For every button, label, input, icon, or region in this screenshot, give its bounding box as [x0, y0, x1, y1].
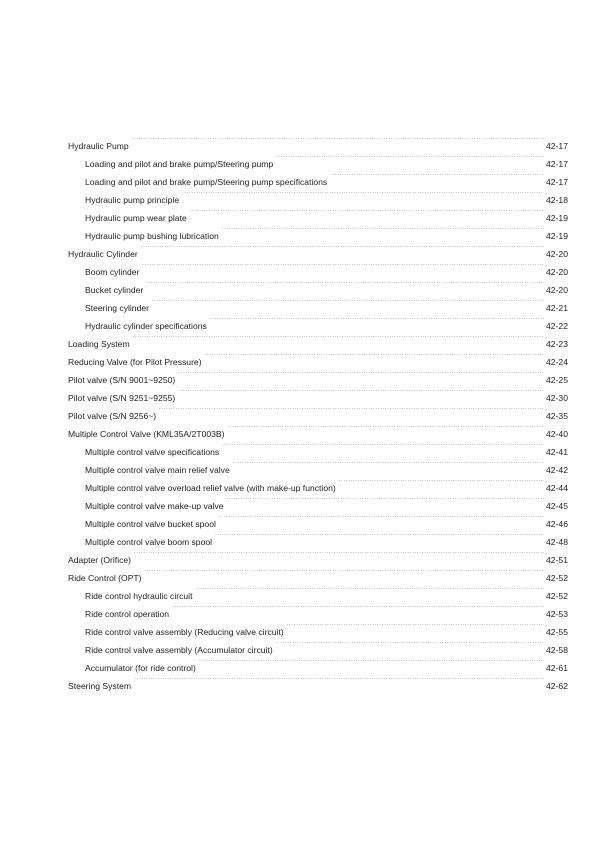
- toc-entry-page-number: 42-17: [546, 159, 568, 169]
- dot-leader: [215, 533, 544, 543]
- dot-leader: [219, 515, 544, 525]
- toc-entry-title: Pilot valve (S/N 9001~9250): [68, 375, 176, 385]
- toc-subentry[interactable]: [68, 227, 568, 245]
- toc-entry-title: Accumulator (for ride control): [85, 663, 196, 673]
- dot-leader: [134, 551, 544, 561]
- toc-entry-page-number: 42-20: [546, 267, 568, 277]
- toc-entry-page-number: 42-20: [546, 285, 568, 295]
- dot-leader: [233, 461, 544, 471]
- toc-entry-title: Hydraulic cylinder specifications: [85, 321, 207, 331]
- toc-entry-page-number: 42-17: [546, 177, 568, 187]
- toc-entry-page-number: 42-21: [546, 303, 568, 313]
- toc-subentry[interactable]: [68, 173, 568, 191]
- toc-entry-title: Steering System: [68, 681, 132, 691]
- toc-subentry[interactable]: [68, 443, 568, 461]
- dot-leader: [133, 335, 544, 345]
- toc-entry-title: Reducing Valve (for Pilot Pressure): [68, 357, 202, 367]
- toc-entry-title: Hydraulic Pump: [68, 141, 129, 151]
- toc-entry-title: Hydraulic Cylinder: [68, 249, 138, 259]
- dot-leader: [287, 623, 544, 633]
- toc-subentry[interactable]: [68, 281, 568, 299]
- toc-entry-title: Multiple control valve overload relief valve (with make-up function): [85, 483, 336, 493]
- toc-entry-title: Multiple control valve make-up valve: [85, 501, 224, 511]
- toc-entry-title: Multiple control valve bucket spool: [85, 519, 216, 529]
- toc-entry[interactable]: [68, 425, 568, 443]
- table-of-contents: [68, 137, 568, 695]
- dot-leader: [134, 677, 544, 687]
- toc-subentry[interactable]: [68, 515, 568, 533]
- toc-entry[interactable]: [68, 245, 568, 263]
- dot-leader: [199, 659, 544, 669]
- toc-entry-page-number: 42-48: [546, 537, 568, 547]
- toc-entry-page-number: 42-52: [546, 573, 568, 583]
- dot-leader: [227, 497, 545, 507]
- dot-leader: [159, 407, 544, 417]
- toc-entry-title: Boom cylinder: [85, 267, 140, 277]
- toc-subentry[interactable]: [68, 191, 568, 209]
- toc-entry-title: Multiple Control Valve (KML35A/2T003B): [68, 429, 225, 439]
- toc-subentry[interactable]: [68, 605, 568, 623]
- toc-entry-title: Hydraulic pump bushing lubrication: [85, 231, 219, 241]
- toc-entry-page-number: 42-45: [546, 501, 568, 511]
- toc-entry-page-number: 42-20: [546, 249, 568, 259]
- toc-entry[interactable]: [68, 551, 568, 569]
- toc-entry-page-number: 42-19: [546, 213, 568, 223]
- toc-entry-title: Ride control valve assembly (Reducing valve circuit): [85, 627, 284, 637]
- toc-subentry[interactable]: [68, 263, 568, 281]
- toc-entry[interactable]: [68, 335, 568, 353]
- dot-leader: [222, 443, 544, 453]
- toc-entry-page-number: 42-46: [546, 519, 568, 529]
- dot-leader: [172, 605, 544, 615]
- dot-leader: [142, 263, 544, 273]
- dot-leader: [145, 569, 544, 579]
- toc-entry-page-number: 42-51: [546, 555, 568, 565]
- toc-entry-page-number: 42-24: [546, 357, 568, 367]
- dot-leader: [222, 227, 544, 237]
- toc-subentry[interactable]: [68, 497, 568, 515]
- toc-entry-title: Loading and pilot and brake pump/Steering pump specifications: [85, 177, 328, 187]
- toc-subentry[interactable]: [68, 155, 568, 173]
- dot-leader: [178, 371, 544, 381]
- toc-entry-title: Ride control hydraulic circuit: [85, 591, 193, 601]
- dot-leader: [210, 317, 544, 327]
- toc-entry-title: Pilot valve (S/N 9256~): [68, 411, 157, 421]
- toc-entry-page-number: 42-52: [546, 591, 568, 601]
- toc-entry[interactable]: [68, 677, 568, 695]
- dot-leader: [195, 587, 544, 597]
- dot-leader: [339, 479, 544, 489]
- toc-entry-title: Ride control operation: [85, 609, 170, 619]
- toc-entry-page-number: 42-42: [546, 465, 568, 475]
- dot-leader: [276, 641, 544, 651]
- toc-entry[interactable]: [68, 137, 568, 155]
- toc-entry-title: Bucket cylinder: [85, 285, 144, 295]
- dot-leader: [182, 191, 544, 201]
- toc-subentry[interactable]: [68, 587, 568, 605]
- dot-leader: [205, 353, 544, 363]
- dot-leader: [190, 209, 544, 219]
- toc-entry-page-number: 42-19: [546, 231, 568, 241]
- dot-leader: [132, 137, 544, 147]
- toc-entry[interactable]: [68, 407, 568, 425]
- dot-leader: [330, 173, 544, 183]
- toc-entry-page-number: 42-25: [546, 375, 568, 385]
- toc-entry-title: Hydraulic pump principle: [85, 195, 180, 205]
- toc-entry-title: Multiple control valve specifications: [85, 447, 220, 457]
- toc-entry[interactable]: [68, 353, 568, 371]
- toc-subentry[interactable]: [68, 659, 568, 677]
- toc-entry-page-number: 42-22: [546, 321, 568, 331]
- toc-entry[interactable]: [68, 371, 568, 389]
- toc-entry-title: Loading and pilot and brake pump/Steering pump: [85, 159, 274, 169]
- dot-leader: [178, 389, 544, 399]
- toc-entry-page-number: 42-55: [546, 627, 568, 637]
- toc-entry-title: Ride Control (OPT): [68, 573, 142, 583]
- dot-leader: [276, 155, 544, 165]
- dot-leader: [228, 425, 545, 435]
- toc-entry-title: Multiple control valve main relief valve: [85, 465, 230, 475]
- toc-entry-title: Pilot valve (S/N 9251~9255): [68, 393, 176, 403]
- toc-entry-page-number: 42-44: [546, 483, 568, 493]
- toc-entry-page-number: 42-41: [546, 447, 568, 457]
- toc-entry-page-number: 42-17: [546, 141, 568, 151]
- toc-subentry[interactable]: [68, 533, 568, 551]
- toc-subentry[interactable]: [68, 209, 568, 227]
- toc-subentry[interactable]: [68, 317, 568, 335]
- toc-entry-page-number: 42-58: [546, 645, 568, 655]
- toc-entry-title: Adapter (Orifice): [68, 555, 132, 565]
- dot-leader: [146, 281, 544, 291]
- toc-subentry[interactable]: [68, 623, 568, 641]
- toc-entry-page-number: 42-61: [546, 663, 568, 673]
- toc-entry-page-number: 42-53: [546, 609, 568, 619]
- toc-entry-title: Steering cylinder: [85, 303, 150, 313]
- toc-entry-page-number: 42-30: [546, 393, 568, 403]
- toc-entry-title: Hydraulic pump wear plate: [85, 213, 187, 223]
- toc-entry-page-number: 42-40: [546, 429, 568, 439]
- toc-entry-page-number: 42-18: [546, 195, 568, 205]
- toc-subentry[interactable]: [68, 479, 568, 497]
- toc-entry-title: Loading System: [68, 339, 130, 349]
- toc-subentry[interactable]: [68, 461, 568, 479]
- toc-subentry[interactable]: [68, 299, 568, 317]
- toc-entry-page-number: 42-62: [546, 681, 568, 691]
- toc-entry-title: Ride control valve assembly (Accumulator circuit): [85, 645, 273, 655]
- dot-leader: [152, 299, 544, 309]
- toc-entry[interactable]: [68, 389, 568, 407]
- dot-leader: [141, 245, 544, 255]
- toc-entry-page-number: 42-35: [546, 411, 568, 421]
- toc-entry[interactable]: [68, 569, 568, 587]
- toc-entry-page-number: 42-23: [546, 339, 568, 349]
- toc-subentry[interactable]: [68, 641, 568, 659]
- toc-entry-title: Multiple control valve boom spool: [85, 537, 213, 547]
